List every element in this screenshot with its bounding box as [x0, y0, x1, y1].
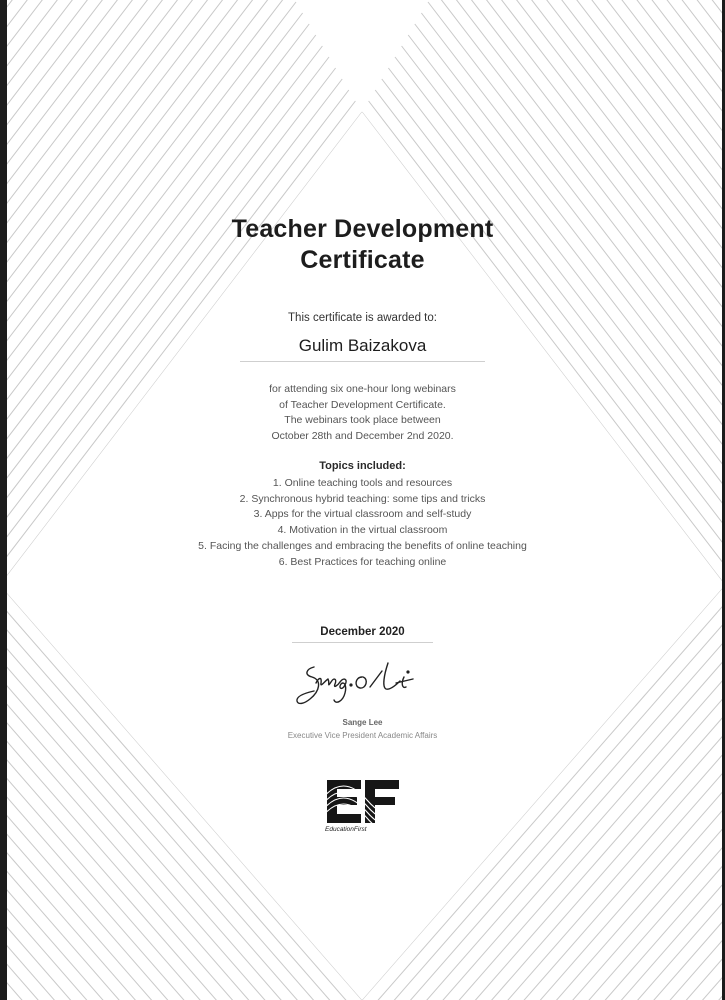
awarded-to-label: This certificate is awarded to:	[288, 312, 437, 324]
topic-item: 2. Synchronous hybrid teaching: some tips and tricks	[239, 492, 486, 505]
certificate-date: December 2020	[292, 626, 433, 643]
description	[0, 382, 725, 444]
description-line: October 28th and December 2nd 2020.	[271, 429, 454, 442]
signer-title: Executive Vice President Academic Affairs	[287, 731, 438, 740]
logo-wordmark: EducationFirst	[325, 826, 367, 833]
topic-item: 5. Facing the challenges and embracing the benefits of online teaching	[198, 539, 527, 552]
topic-item: 1. Online teaching tools and resources	[272, 477, 453, 489]
title-line-1: Teacher Development	[231, 215, 494, 243]
description-line: for attending six one-hour long webinars	[269, 383, 456, 395]
topics-list	[0, 476, 725, 570]
description-line: The webinars took place between	[284, 414, 441, 426]
ef-logo-icon	[323, 778, 403, 834]
signature-image	[292, 655, 437, 715]
topic-item: 3. Apps for the virtual classroom and self-study	[253, 508, 472, 521]
title-line-2: Certificate	[300, 246, 425, 274]
description-line: of Teacher Development Certificate.	[279, 398, 446, 411]
topics-heading: Topics included:	[319, 460, 406, 472]
signer-name: Sange Lee	[342, 718, 383, 727]
recipient-name: Gulim Baizakova	[240, 336, 485, 362]
topic-item: 4. Motivation in the virtual classroom	[277, 524, 448, 537]
certificate-title	[0, 214, 725, 276]
topic-item: 6. Best Practices for teaching online	[278, 555, 447, 568]
